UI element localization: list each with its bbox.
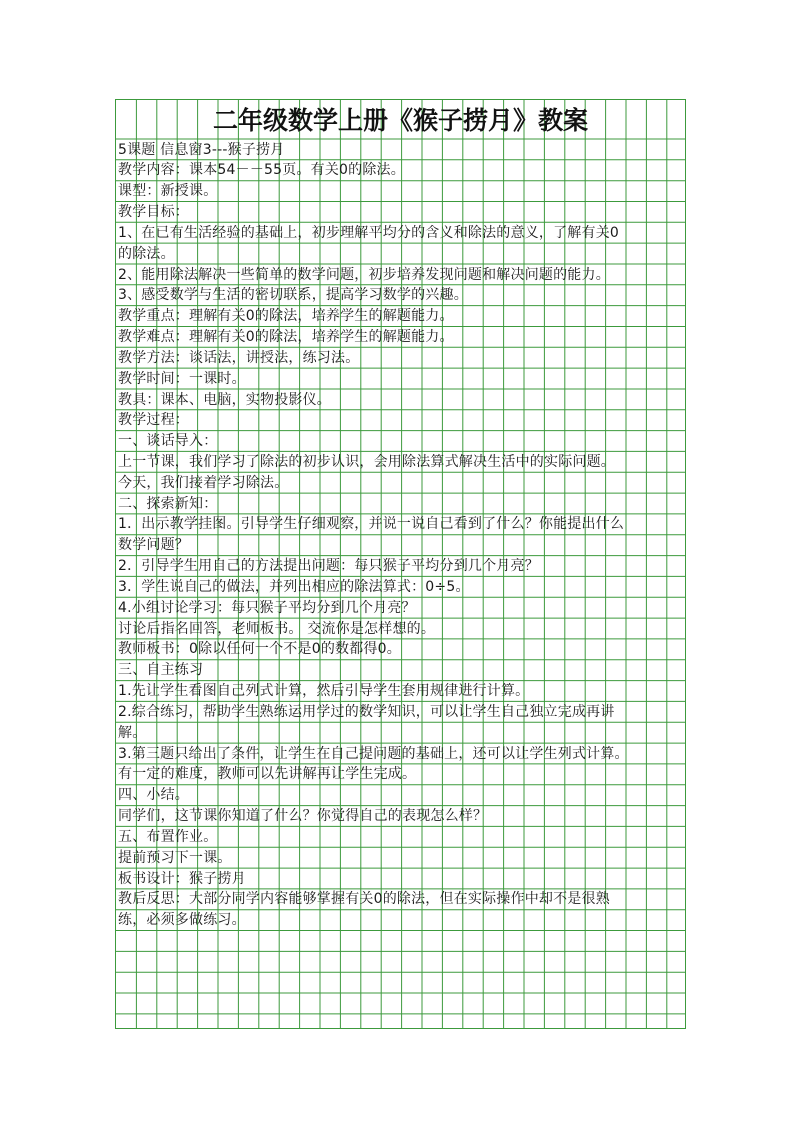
text-line: 1．出示教学挂图。引导学生仔细观察，并说一说自己看到了什么？你能提出什么 [118,516,625,533]
text-line: 解。 [118,724,147,741]
text-line: 3.第三题只给出了条件，让学生在自己提问题的基础上，还可以让学生列式计算。 [118,745,629,762]
text-line: 今天，我们接着学习除法。 [118,474,289,491]
text-line: 练，必须多做练习。 [118,912,246,929]
text-line: 课型：新授课。 [118,183,218,200]
text-line: 2、能用除法解决一些简单的数学问题，初步培养发现问题和解决问题的能力。 [118,266,610,283]
text-line: 二、探索新知： [118,495,218,512]
text-line: 五、布置作业。 [118,828,218,845]
text-line: 3．学生说自己的做法，并列出相应的除法算式：0÷5。 [118,578,470,595]
text-line: 5课题 信息窗3---猴子捞月 [118,141,285,158]
text-line: 有一定的难度，教师可以先讲解再让学生完成。 [118,766,417,783]
text-line: 1、在已有生活经验的基础上，初步理解平均分的含义和除法的意义，了解有关0 [118,224,620,241]
text-line: 同学们，这节课你知道了什么？你觉得自己的表现怎么样？ [118,808,488,825]
text-line: 的除法。 [118,245,175,262]
text-line: 4.小组讨论学习：每只猴子平均分到几个月亮？ [118,599,416,616]
text-line: 上一节课，我们学习了除法的初步认识，会用除法算式解决生活中的实际问题。 [118,453,615,470]
text-line: 数学问题？ [118,537,189,554]
text-line: 提前预习下一课。 [118,849,232,866]
text-line: 一、谈话导入： [118,433,218,450]
text-line: 三、自主练习 [118,662,204,679]
text-line: 2．引导学生用自己的方法提出问题：每只猴子平均分到几个月亮？ [118,558,539,575]
text-line: 1.先让学生看图自己列式计算，然后引导学生套用规律进行计算。 [118,683,530,700]
text-line: 教学方法：谈话法，讲授法，练习法。 [118,349,360,366]
text-line: 教学难点：理解有关0的除法，培养学生的解题能力。 [118,329,454,345]
text-line: 教学过程： [118,412,189,429]
text-line: 教学内容：课本54－－55页。有关0的除法。 [118,162,405,179]
text-line: 四、小结。 [118,787,189,804]
text-line: 3、感受数学与生活的密切联系，提高学习数学的兴趣。 [118,287,468,304]
text-line: 教后反思：大部分同学内容能够掌握有关0的除法，但在实际操作中却不是很熟 [118,891,610,908]
document-title: 二年级数学上册《猴子捞月》教案 [212,106,588,135]
text-line: 2.综合练习，帮助学生熟练运用学过的数学知识，可以让学生自己独立完成再讲 [118,703,615,720]
text-line: 教学重点：理解有关0的除法，培养学生的解题能力。 [118,308,454,325]
text-line: 板书设计：猴子捞月 [118,870,246,887]
text-line: 教学目标： [118,204,189,220]
text-line: 教具：课本、电脑，实物投影仪。 [118,391,331,408]
text-line: 讨论后指名回答，老师板书。 交流你是怎样想的。 [118,620,436,637]
text-line: 教学时间：一课时。 [118,370,246,387]
lesson-plan-paper [115,99,686,1029]
text-line: 教师板书：0除以任何一个不是0的数都得0。 [118,641,401,658]
